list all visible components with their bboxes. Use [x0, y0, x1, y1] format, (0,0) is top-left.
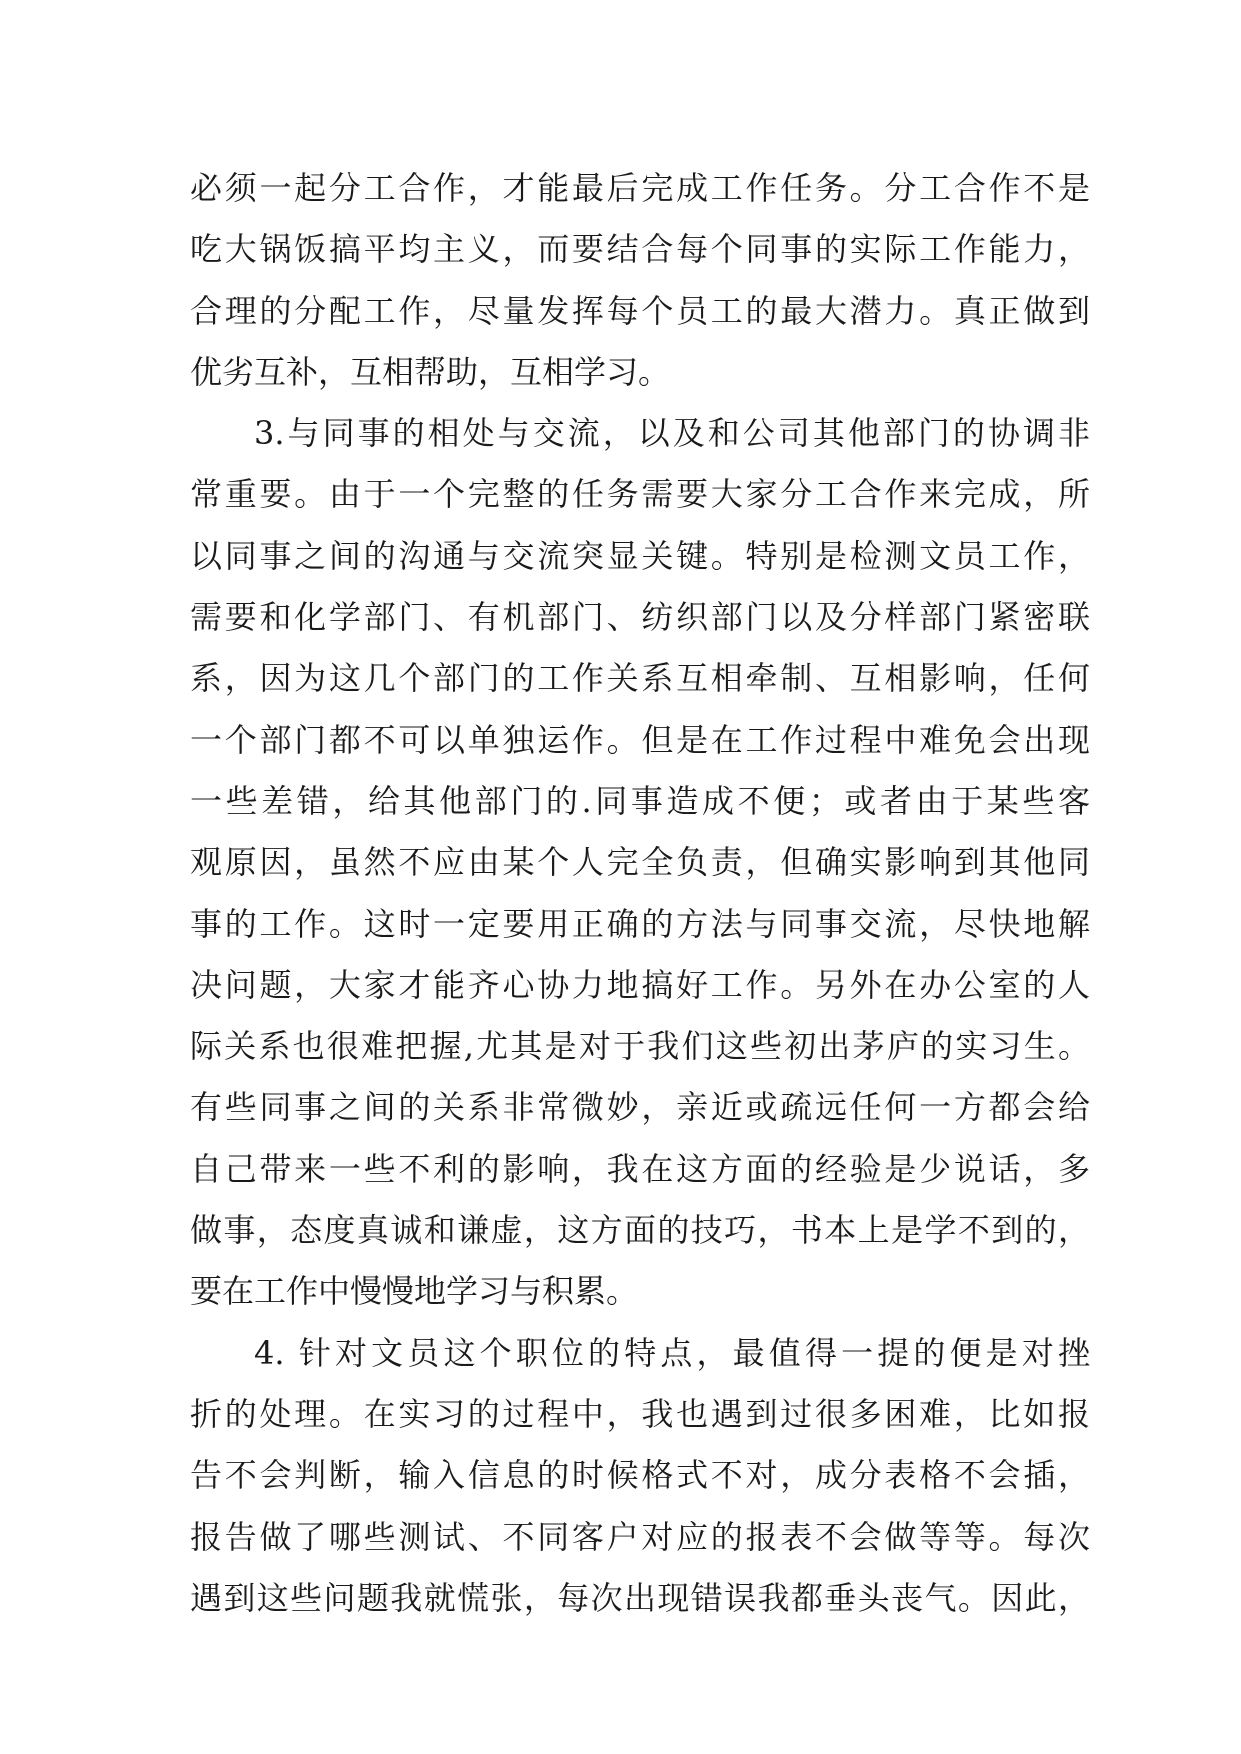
text-line: 报告做了哪些测试、不同客户对应的报表不会做等等。每次 [190, 1517, 1090, 1556]
text-line: 告不会判断，输入信息的时候格式不对，成分表格不会插， [190, 1456, 1090, 1495]
text-line: 观原因，虽然不应由某个人完全负责，但确实影响到其他同 [190, 843, 1090, 882]
text-line: 以同事之间的沟通与交流突显关键。特别是检测文员工作， [190, 536, 1090, 575]
text-line: 自己带来一些不利的影响，我在这方面的经验是少说话，多 [190, 1149, 1090, 1188]
text-line: 决问题，大家才能齐心协力地搞好工作。另外在办公室的人 [190, 965, 1090, 1004]
text-line: 一些差错，给其他部门的.同事造成不便；或者由于某些客 [190, 781, 1090, 820]
text-line: 必须一起分工合作，才能最后完成工作任务。分工合作不是 [190, 169, 1090, 207]
text-line: 际关系也很难把握,尤其是对于我们这些初出茅庐的实习生。 [190, 1027, 1090, 1066]
text-line: 折的处理。在实习的过程中，我也遇到过很多困难，比如报 [190, 1394, 1090, 1433]
text-line: 事的工作。这时一定要用正确的方法与同事交流，尽快地解 [190, 904, 1090, 943]
text-line: 常重要。由于一个完整的任务需要大家分工合作来完成，所 [190, 475, 1090, 514]
text-line: 优劣互补，互相帮助，互相学习。 [190, 352, 671, 391]
body-text [190, 158, 1090, 1629]
text-line: 需要和化学部门、有机部门、纺织部门以及分样部门紧密联 [190, 598, 1090, 637]
text-line: 4. 针对文员这个职位的特点，最值得一提的便是对挫 [254, 1333, 1090, 1372]
text-line: 系，因为这几个部门的工作关系互相牵制、互相影响，任何 [190, 659, 1090, 698]
text-line: 3.与同事的相处与交流，以及和公司其他部门的协调非 [254, 414, 1090, 453]
text-line: 有些同事之间的关系非常微妙，亲近或疏远任何一方都会给 [190, 1088, 1090, 1127]
text-line: 做事，态度真诚和谦虚，这方面的技巧，书本上是学不到的， [190, 1211, 1090, 1250]
text-line: 合理的分配工作，尽量发挥每个员工的最大潜力。真正做到 [190, 291, 1090, 330]
text-line: 一个部门都不可以单独运作。但是在工作过程中难免会出现 [190, 720, 1090, 759]
text-line: 遇到这些问题我就慌张，每次出现错误我都垂头丧气。因此， [190, 1578, 1090, 1617]
text-line: 吃大锅饭搞平均主义，而要结合每个同事的实际工作能力， [190, 230, 1090, 269]
text-line: 要在工作中慢慢地学习与积累。 [190, 1272, 639, 1311]
